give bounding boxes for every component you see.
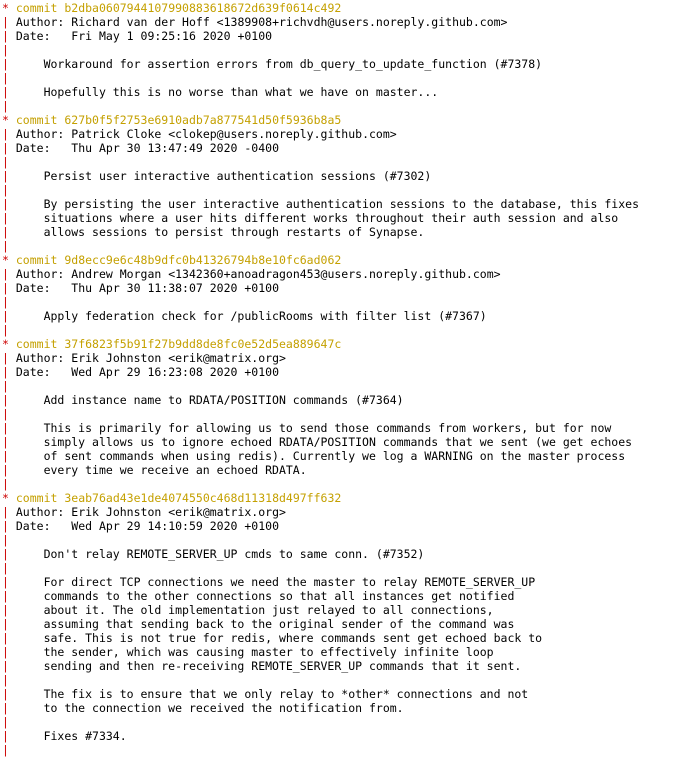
author-value: Erik Johnston <erik@matrix.org> [71,351,286,365]
author-line [2,505,692,519]
author-label: Author: [15,351,65,365]
graph-pipe-glyph: | [2,701,9,715]
date-label: Date: [15,365,51,379]
graph-pipe-glyph: | [2,617,9,631]
author-line [2,15,692,29]
graph-pipe-glyph: | [2,407,9,421]
commit-message-line [2,659,692,673]
graph-spacer-line [2,477,692,491]
graph-pipe-glyph: | [2,463,9,477]
message-text: allows sessions to persist through restarts of Synapse. [43,225,425,239]
graph-pipe-glyph: | [2,225,9,239]
author-label: Author: [15,267,65,281]
message-text: The fix is to ensure that we only relay to *other* connections and not [43,687,529,701]
message-text: Workaround for assertion errors from db_query_to_update_function (#7378) [43,57,543,71]
graph-pipe-glyph: | [2,561,9,575]
commit-message-line [2,309,692,323]
graph-node-glyph: * [2,1,9,15]
graph-pipe-glyph: | [2,85,9,99]
commit-message-line [2,435,692,449]
commit-message-line [2,225,692,239]
graph-pipe-glyph: | [2,631,9,645]
date-value: Wed Apr 29 14:10:59 2020 +0100 [71,519,279,533]
author-value: Patrick Cloke <clokep@users.noreply.github.com> [71,127,397,141]
commit-message-line [2,393,692,407]
date-value: Thu Apr 30 11:38:07 2020 +0100 [71,281,279,295]
author-line [2,127,692,141]
graph-pipe-glyph: | [2,365,9,379]
git-log-output [2,1,692,757]
commit-keyword: commit [15,113,58,127]
commit-message-line [2,85,692,99]
date-line [2,281,692,295]
date-line [2,29,692,43]
date-value: Wed Apr 29 16:23:08 2020 +0100 [71,365,279,379]
commit-message-line [2,449,692,463]
message-text: Add instance name to RDATA/POSITION commands (#7364) [43,393,404,407]
graph-pipe-glyph: | [2,743,9,757]
graph-spacer-line [2,743,692,757]
date-label: Date: [15,519,51,533]
message-text: about it. The old implementation just relayed to all connections, [43,603,494,617]
message-text: the sender, which was causing master to effectively infinite loop [43,645,494,659]
graph-spacer-line [2,155,692,169]
commit-header-line [2,113,692,127]
date-line [2,141,692,155]
graph-pipe-glyph: | [2,379,9,393]
message-text: every time we receive an echoed RDATA. [43,463,307,477]
graph-pipe-glyph: | [2,127,9,141]
author-value: Andrew Morgan <1342360+anoadragon453@users.noreply.github.com> [71,267,501,281]
graph-spacer-line [2,561,692,575]
graph-pipe-glyph: | [2,183,9,197]
commit-message-line [2,589,692,603]
graph-pipe-glyph: | [2,197,9,211]
commit-hash: 9d8ecc9e6c48b9dfc0b41326794b8e10fc6ad062 [64,253,342,267]
commit-message-line [2,645,692,659]
graph-pipe-glyph: | [2,323,9,337]
graph-pipe-glyph: | [2,421,9,435]
date-value: Thu Apr 30 13:47:49 2020 -0400 [71,141,279,155]
graph-pipe-glyph: | [2,211,9,225]
message-text: This is primarily for allowing us to send those commands from workers, but for now [43,421,612,435]
graph-pipe-glyph: | [2,505,9,519]
graph-node-glyph: * [2,337,9,351]
commit-message-line [2,197,692,211]
message-text: commands to the other connections so that all instances get notified [43,589,515,603]
graph-pipe-glyph: | [2,393,9,407]
author-value: Erik Johnston <erik@matrix.org> [71,505,286,519]
graph-pipe-glyph: | [2,603,9,617]
graph-spacer-line [2,43,692,57]
graph-node-glyph: * [2,113,9,127]
message-text: Apply federation check for /publicRooms with filter list (#7367) [43,309,487,323]
graph-spacer-line [2,533,692,547]
graph-pipe-glyph: | [2,519,9,533]
commit-message-line [2,463,692,477]
commit-hash: 3eab76ad43e1de4074550c468d11318d497ff632 [64,491,342,505]
graph-spacer-line [2,379,692,393]
commit-message-line [2,211,692,225]
commit-message-line [2,421,692,435]
graph-pipe-glyph: | [2,547,9,561]
message-text: Hopefully this is no worse than what we have on master... [43,85,439,99]
graph-pipe-glyph: | [2,477,9,491]
date-value: Fri May 1 09:25:16 2020 +0100 [71,29,273,43]
graph-pipe-glyph: | [2,155,9,169]
commit-hash: 37f6823f5b91f27b9dd8de8fc0e52d5ea889647c [64,337,342,351]
commit-message-line [2,603,692,617]
graph-spacer-line [2,239,692,253]
commit-hash: 627b0f5f2753e6910adb7a877541d50f5936b8a5 [64,113,342,127]
author-line [2,351,692,365]
graph-pipe-glyph: | [2,589,9,603]
author-value: Richard van der Hoff <1389908+richvdh@users.noreply.github.com> [71,15,508,29]
graph-pipe-glyph: | [2,449,9,463]
commit-message-line [2,687,692,701]
graph-pipe-glyph: | [2,533,9,547]
commit-message-line [2,701,692,715]
graph-spacer-line [2,295,692,309]
graph-pipe-glyph: | [2,267,9,281]
message-text: For direct TCP connections we need the master to relay REMOTE_SERVER_UP [43,575,536,589]
graph-pipe-glyph: | [2,29,9,43]
date-label: Date: [15,281,51,295]
graph-spacer-line [2,71,692,85]
graph-pipe-glyph: | [2,659,9,673]
graph-spacer-line [2,673,692,687]
commit-header-line [2,1,692,15]
graph-pipe-glyph: | [2,57,9,71]
graph-pipe-glyph: | [2,71,9,85]
commit-header-line [2,337,692,351]
graph-pipe-glyph: | [2,645,9,659]
message-text: safe. This is not true for redis, where commands sent get echoed back to [43,631,543,645]
commit-message-line [2,617,692,631]
commit-message-line [2,169,692,183]
graph-node-glyph: * [2,253,9,267]
graph-spacer-line [2,323,692,337]
graph-spacer-line [2,715,692,729]
graph-pipe-glyph: | [2,141,9,155]
message-text: situations where a user hits different works throughout their auth session and also [43,211,619,225]
graph-spacer-line [2,183,692,197]
commit-message-line [2,575,692,589]
graph-pipe-glyph: | [2,575,9,589]
graph-spacer-line [2,407,692,421]
graph-pipe-glyph: | [2,687,9,701]
graph-pipe-glyph: | [2,729,9,743]
message-text: assuming that sending back to the original sender of the command was [43,617,515,631]
author-label: Author: [15,127,65,141]
commit-message-line [2,547,692,561]
message-text: to the connection we received the notification from. [43,701,404,715]
graph-pipe-glyph: | [2,673,9,687]
graph-node-glyph: * [2,491,9,505]
date-line [2,519,692,533]
graph-pipe-glyph: | [2,295,9,309]
graph-pipe-glyph: | [2,281,9,295]
graph-pipe-glyph: | [2,15,9,29]
date-line [2,365,692,379]
commit-message-line [2,631,692,645]
graph-pipe-glyph: | [2,435,9,449]
date-label: Date: [15,29,51,43]
author-line [2,267,692,281]
author-label: Author: [15,505,65,519]
graph-pipe-glyph: | [2,43,9,57]
date-label: Date: [15,141,51,155]
commit-keyword: commit [15,491,58,505]
commit-hash: b2dba0607944107990883618672d639f0614c492 [64,1,342,15]
commit-keyword: commit [15,1,58,15]
message-text: Fixes #7334. [43,729,127,743]
graph-pipe-glyph: | [2,309,9,323]
commit-message-line [2,729,692,743]
commit-message-line [2,57,692,71]
graph-pipe-glyph: | [2,239,9,253]
commit-keyword: commit [15,253,58,267]
message-text: Persist user interactive authentication sessions (#7302) [43,169,432,183]
message-text: By persisting the user interactive authentication sessions to the database, this fixes [43,197,639,211]
commit-keyword: commit [15,337,58,351]
commit-header-line [2,253,692,267]
graph-pipe-glyph: | [2,351,9,365]
graph-pipe-glyph: | [2,715,9,729]
message-text: sending and then re-receiving REMOTE_SERVER_UP commands that it sent. [43,659,522,673]
author-label: Author: [15,15,65,29]
graph-pipe-glyph: | [2,169,9,183]
graph-pipe-glyph: | [2,99,9,113]
message-text: Don't relay REMOTE_SERVER_UP cmds to same conn. (#7352) [43,547,425,561]
message-text: simply allows us to ignore echoed RDATA/POSITION commands that we sent (we get echoes [43,435,633,449]
commit-header-line [2,491,692,505]
message-text: of sent commands when using redis). Currently we log a WARNING on the master process [43,449,626,463]
graph-spacer-line [2,99,692,113]
